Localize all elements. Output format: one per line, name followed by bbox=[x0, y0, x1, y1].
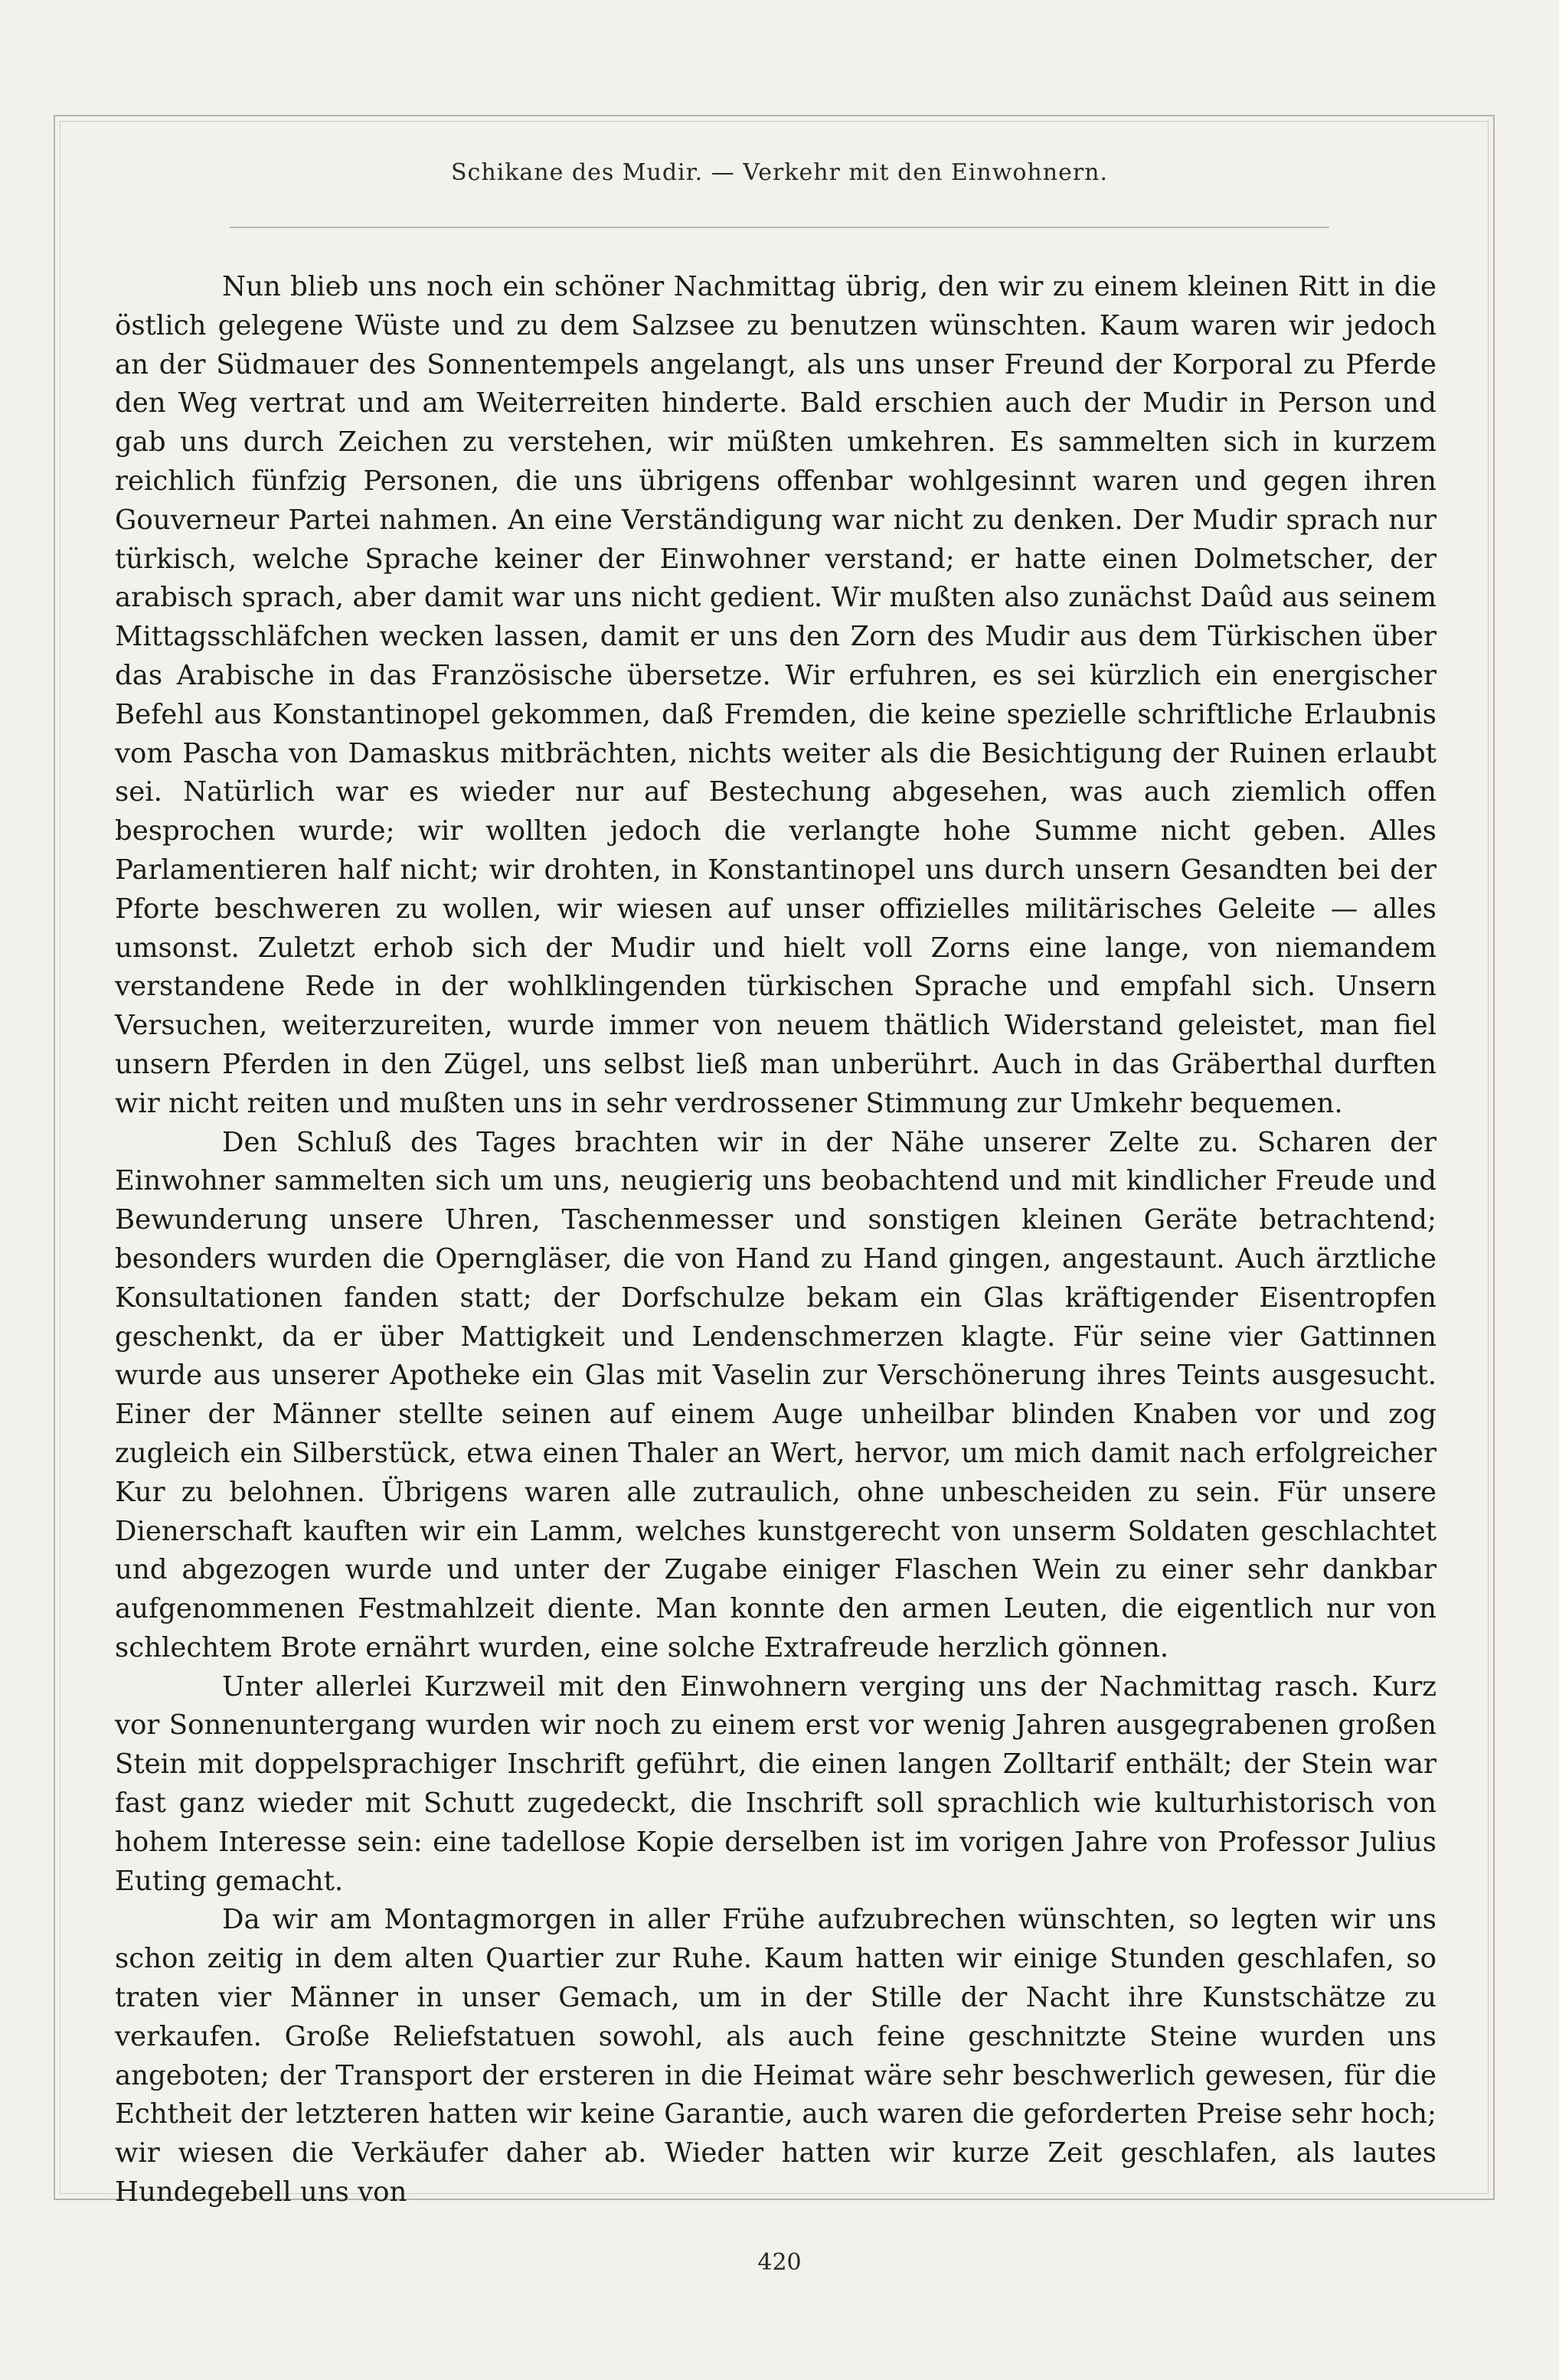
page-number: 420 bbox=[757, 2249, 802, 2276]
paragraph: Nun blieb uns noch ein schöner Nachmittag übrig, den wir zu einem kleinen Ritt in die östlich gelegene Wüste und zu dem Salzsee zu benutzen wünschten. Kaum waren wir jedoch an der Südmauer des Sonnentempels angelangt, als uns unser Freund der Korporal zu Pferde den Weg vertrat und am Weiterreiten hinderte. Bald erschien auch der Mudir in Person und gab uns durch Zeichen zu verstehen, wir müßten umkehren. Es sammelten sich in kurzem reichlich fünfzig Personen, die uns übrigens offenbar wohlgesinnt waren und gegen ihren Gouverneur Partei nahmen. An eine Verständigung war nicht zu denken. Der Mudir sprach nur türkisch, welche Sprache keiner der Einwohner verstand; er hatte einen Dolmetscher, der arabisch sprach, aber damit war uns nicht gedient. Wir mußten also zunächst Daûd aus seinem Mittagsschläfchen wecken lassen, damit er uns den Zorn des Mudir aus dem Türkischen über das Arabische in das Französische übersetze. Wir erfuhren, es sei kürzlich ein energischer Befehl aus Konstantinopel gekommen, daß Fremden, die keine spezielle schriftliche Erlaubnis vom Pascha von Damaskus mitbrächten, nichts weiter als die Besichtigung der Ruinen erlaubt sei. Natürlich war es wieder nur auf Bestechung abgesehen, was auch ziemlich offen besprochen wurde; wir wollten jedoch die verlangte hohe Summe nicht geben. Alles Parlamentieren half nicht; wir drohten, in Konstantinopel uns durch unsern Gesandten bei der Pforte beschweren zu wollen, wir wiesen auf unser offizielles militärisches Geleite — alles umsonst. Zuletzt erhob sich der Mudir und hielt voll Zorns eine lange, von niemandem verstandene Rede in der wohlklingenden türkischen Sprache und empfahl sich. Unsern Versuchen, weiterzureiten, wurde immer von neuem thätlich Widerstand geleistet, man fiel unsern Pferden in den Zügel, uns selbst ließ man unberührt. Auch in das Gräberthal durften wir nicht reiten und mußten uns in sehr verdrossener Stimmung zur Umkehr bequemen. bbox=[115, 271, 1436, 1119]
paragraph: Den Schluß des Tages brachten wir in der Nähe unserer Zelte zu. Scharen der Einwohner sammelten sich um uns, neugierig uns beobachtend und mit kindlicher Freude und Bewunderung unsere Uhren, Taschenmesser und sonstigen kleinen Geräte betrachtend; besonders wurden die Operngläser, die von Hand zu Hand gingen, angestaunt. Auch ärztliche Konsultationen fanden statt; der Dorfschulze bekam ein Glas kräftigender Eisentropfen geschenkt, da er über Mattigkeit und Lendenschmerzen klagte. Für seine vier Gattinnen wurde aus unserer Apotheke ein Glas mit Vaselin zur Verschönerung ihres Teints ausgesucht. Einer der Männer stellte seinen auf einem Auge unheilbar blinden Knaben vor und zog zugleich ein Silberstück, etwa einen Thaler an Wert, hervor, um mich damit nach erfolgreicher Kur zu belohnen. Übrigens waren alle zutraulich, ohne unbescheiden zu sein. Für unsere Dienerschaft kauften wir ein Lamm, welches kunstgerecht von unserm Soldaten geschlachtet und abgezogen wurde und unter der Zugabe einiger Flaschen Wein zu einer sehr dankbar aufgenommenen Festmahlzeit diente. Man konnte den armen Leuten, die eigentlich nur von schlechtem Brote ernährt wurden, eine solche Extrafreude herzlich gönnen. bbox=[115, 1126, 1436, 1663]
header-rule bbox=[230, 227, 1329, 228]
running-header: Schikane des Mudir. — Verkehr mit den Einwohnern. bbox=[450, 159, 1109, 186]
paragraph: Da wir am Montagmorgen in aller Frühe aufzubrechen wünschten, so legten wir uns schon zeitig in dem alten Quartier zur Ruhe. Kaum hatten wir einige Stunden geschlafen, so traten vier Männer in unser Gemach, um in der Stille der Nacht ihre Kunstschätze zu verkaufen. Große Reliefstatuen sowohl, als auch feine geschnitzte Steine wurden uns angeboten; der Transport der ersteren in die Heimat wäre sehr beschwerlich gewesen, für die Echtheit der letzteren hatten wir keine Garantie, auch waren die geforderten Preise sehr hoch; wir wiesen die Verkäufer daher ab. Wieder hatten wir kurze Zeit geschlafen, als lautes Hundegebell uns von bbox=[115, 1904, 1436, 2209]
body-text bbox=[115, 268, 1436, 2212]
paragraph: Unter allerlei Kurzweil mit den Einwohnern verging uns der Nachmittag rasch. Kurz vor Sonnenuntergang wurden wir noch zu einem erst vor wenig Jahren ausgegrabenen großen Stein mit doppelsprachiger Inschrift geführt, die einen langen Zolltarif enthält; der Stein war fast ganz wieder mit Schutt zugedeckt, die Inschrift soll sprachlich wie kulturhistorisch von hohem Interesse sein: eine tadellose Kopie derselben ist im vorigen Jahre von Professor Julius Euting gemacht. bbox=[115, 1670, 1436, 1897]
